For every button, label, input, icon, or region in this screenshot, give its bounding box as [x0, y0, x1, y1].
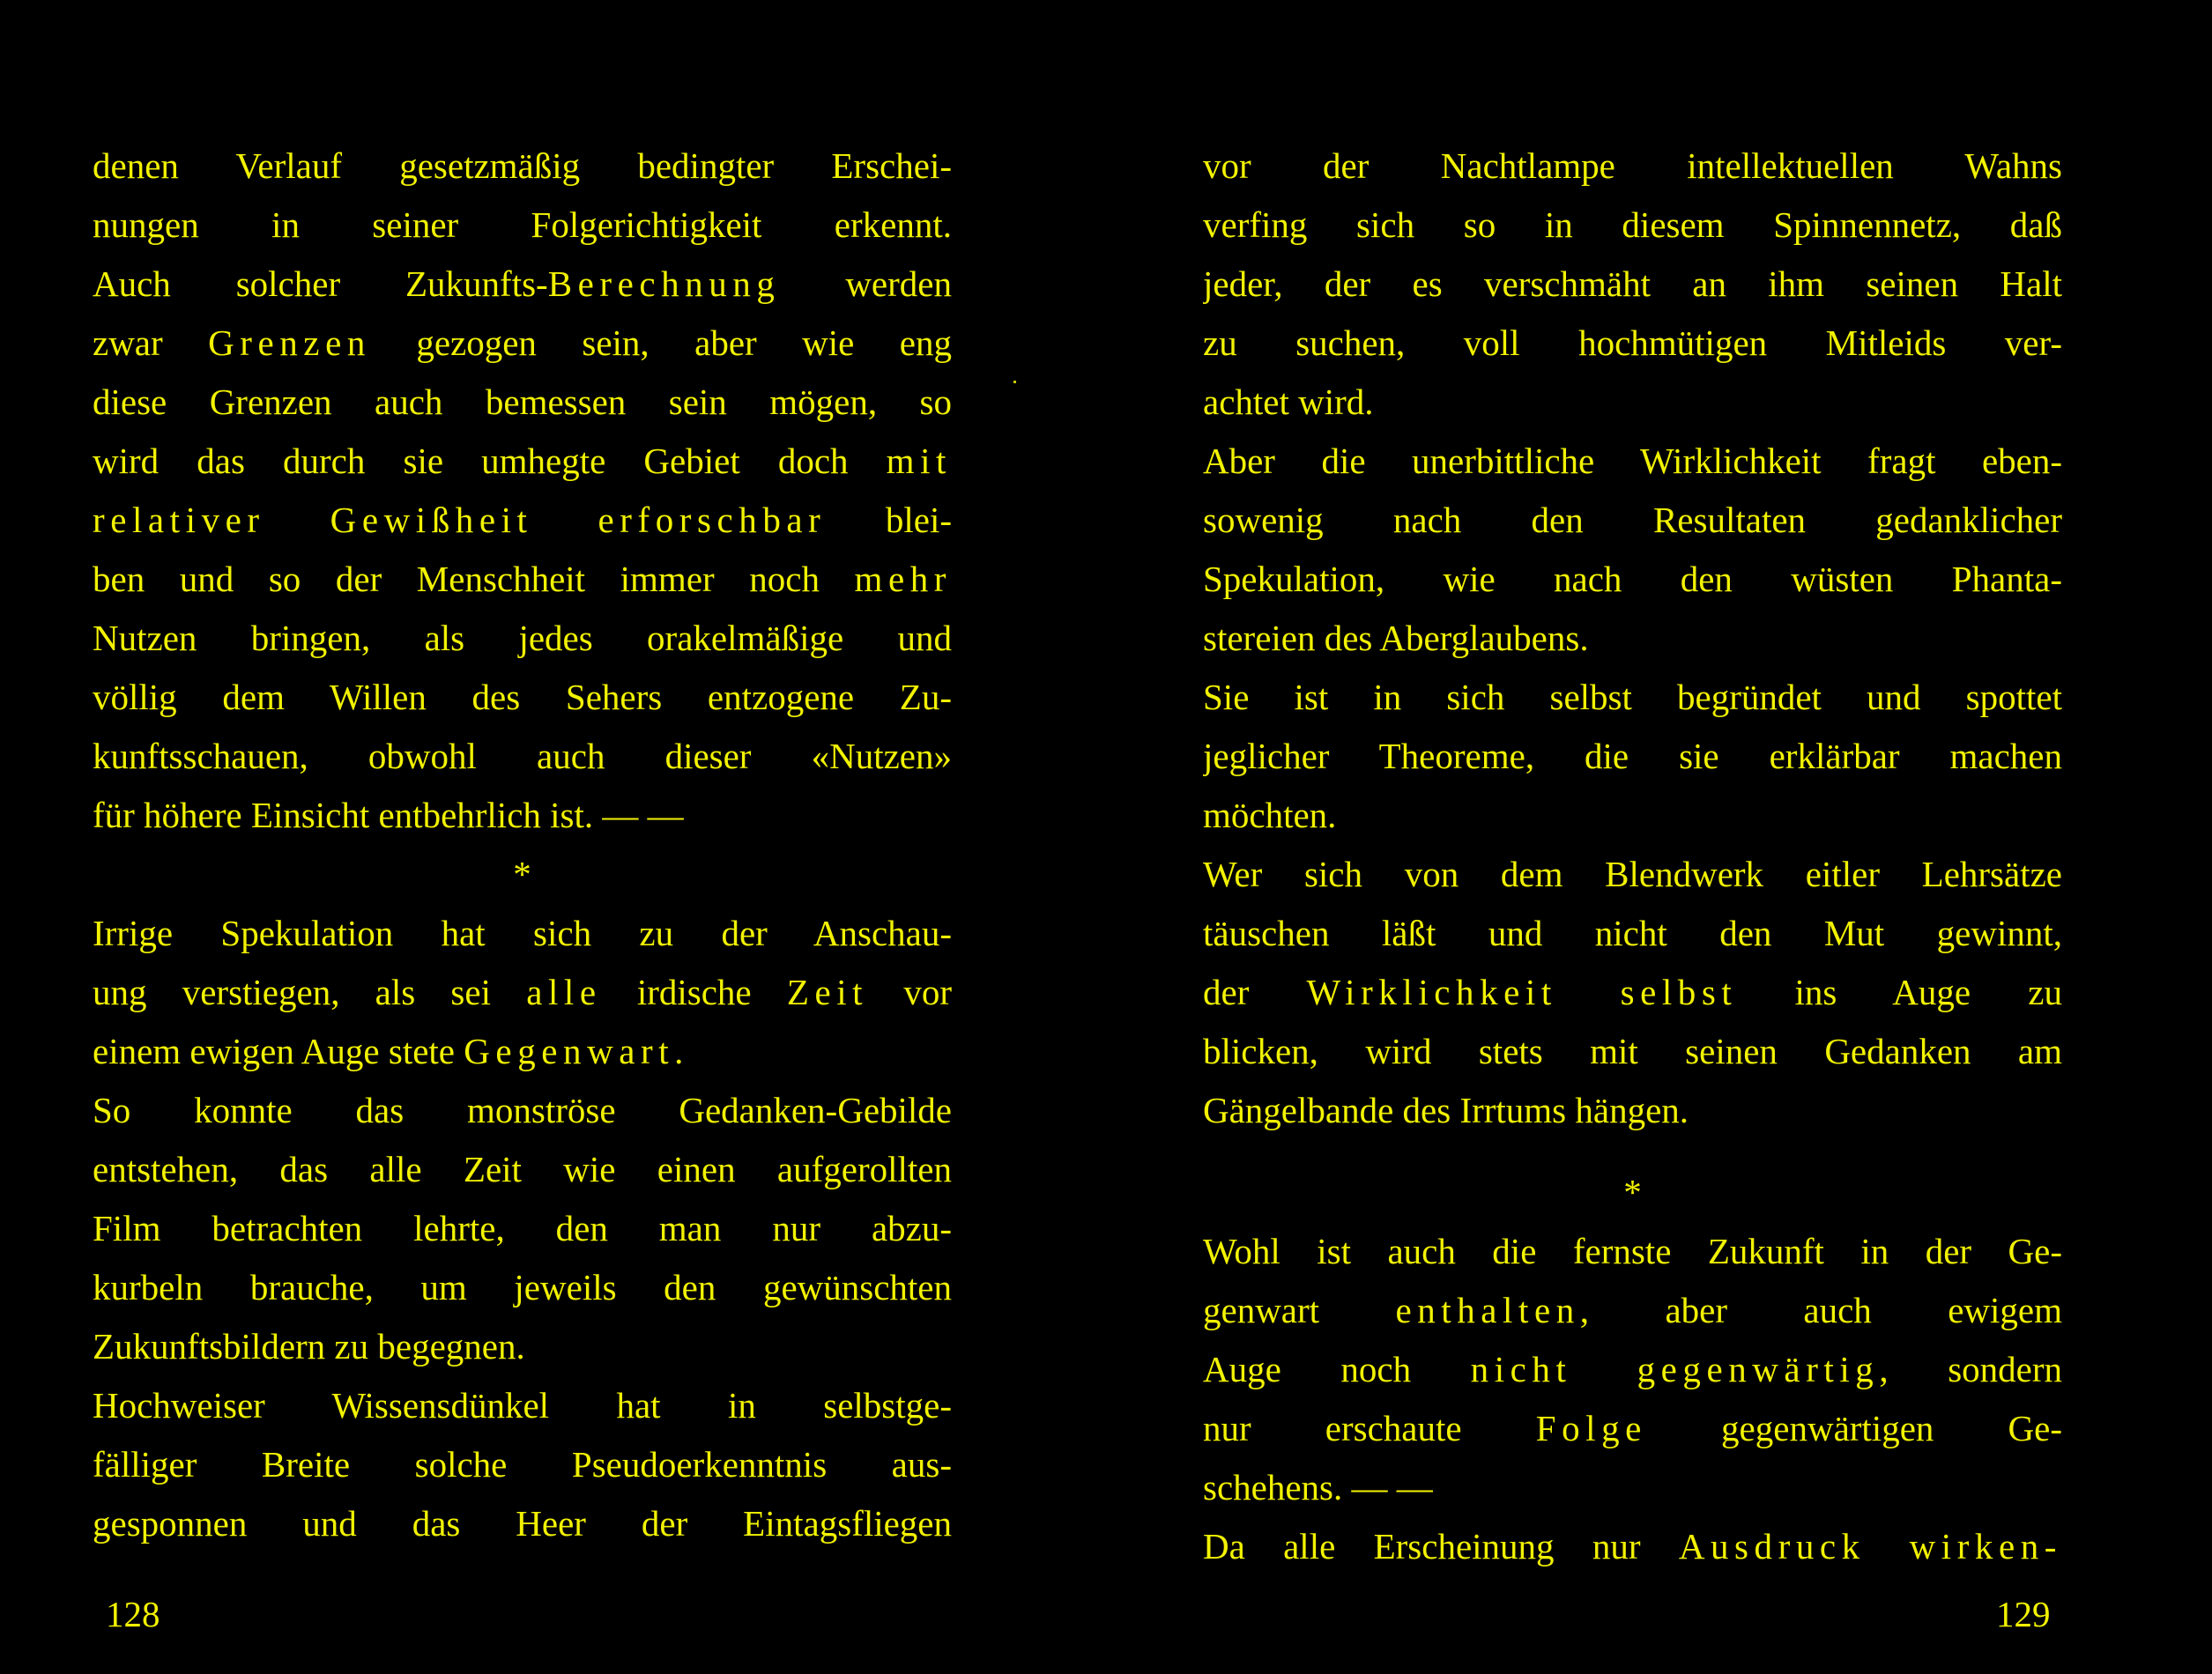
- text-line: Nutzen bringen, als jedes orakelmäßige und: [93, 618, 952, 658]
- text-line: ben und so der Menschheit immer noch mehr: [93, 559, 952, 599]
- text-line: stereien des Aberglaubens.: [1203, 618, 1589, 658]
- text-line: genwart enthalten, aber auch ewigem: [1203, 1290, 2062, 1330]
- text-line: diese Grenzen auch bemessen sein mögen, so: [93, 381, 952, 422]
- spaced-emphasis: alle: [526, 972, 602, 1012]
- text-line: zwar Grenzen gezogen sein, aber wie eng: [93, 322, 952, 363]
- spaced-emphasis: nicht gegenwärtig: [1470, 1349, 1880, 1389]
- section-divider-asterisk: *: [513, 854, 531, 894]
- text-line: Da alle Erscheinung nur Ausdruck wirken-: [1203, 1526, 2062, 1567]
- text-line: vor der Nachtlampe intellektuellen Wahns: [1203, 145, 2062, 186]
- text-line: verfing sich so in diesem Spinnennetz, daß: [1203, 204, 2062, 245]
- spaced-emphasis: Zeit: [786, 972, 869, 1012]
- page-number-right: 129: [1996, 1594, 2051, 1634]
- text-line: Wer sich von dem Blendwerk eitler Lehrsätze: [1203, 854, 2062, 894]
- spaced-emphasis: Wirklichkeit selbst: [1306, 972, 1738, 1012]
- text-line: kunftsschauen, obwohl auch dieser «Nutzen»: [93, 736, 952, 776]
- text-line: nur erschaute Folge gegenwärtigen Ge-: [1203, 1408, 2062, 1448]
- spaced-emphasis: enthalten: [1395, 1290, 1580, 1330]
- text-line: denen Verlauf gesetzmäßig bedingter Erschei-: [93, 145, 952, 186]
- spaced-emphasis: Berechnung: [547, 263, 781, 304]
- spaced-emphasis: Folge: [1535, 1408, 1647, 1448]
- text-line: Wohl ist auch die fernste Zukunft in der Ge-: [1203, 1231, 2062, 1271]
- text-line: völlig dem Willen des Sehers entzogene Zu-: [93, 677, 952, 717]
- text-line: Gängelbande des Irrtums hängen.: [1203, 1090, 1689, 1130]
- text-line: fälliger Breite solche Pseudoerkenntnis aus-: [93, 1444, 952, 1485]
- text-line: möchten.: [1203, 795, 1337, 835]
- section-divider-asterisk: *: [1623, 1172, 1642, 1212]
- paragraph-gap: [1203, 1140, 2062, 1163]
- spaced-emphasis: Grenzen: [208, 322, 371, 363]
- text-line: jeglicher Theoreme, die sie erklärbar machen: [1203, 736, 2062, 776]
- text-line: Spekulation, wie nach den wüsten Phanta-: [1203, 559, 2062, 599]
- text-line: Auch solcher Zukunfts-Berechnung werden: [93, 263, 952, 304]
- text-line: kurbeln brauche, um jeweils den gewünschten: [93, 1267, 952, 1307]
- text-line: wird das durch sie umhegte Gebiet doch mit: [93, 441, 952, 481]
- text-line: einem ewigen Auge stete Gegenwart.: [93, 1031, 689, 1071]
- text-line: relativer Gewißheit erforschbar blei-: [93, 500, 952, 540]
- spaced-emphasis: mit: [886, 441, 952, 481]
- text-line: Auge noch nicht gegenwärtig, sondern: [1203, 1349, 2062, 1389]
- text-line: der Wirklichkeit selbst ins Auge zu: [1203, 972, 2062, 1012]
- text-line: schehens. — —: [1203, 1467, 1433, 1507]
- text-line: Aber die unerbittliche Wirklichkeit fragt eben-: [1203, 441, 2062, 481]
- spaced-emphasis: Ausdruck wirken-: [1678, 1526, 2062, 1567]
- text-line: Zukunftsbildern zu begegnen.: [93, 1326, 525, 1367]
- text-line: Sie ist in sich selbst begründet und spottet: [1203, 677, 2062, 717]
- text-line: gesponnen und das Heer der Eintagsfliegen: [93, 1503, 952, 1544]
- text-line: achtet wird.: [1203, 381, 1374, 422]
- spaced-emphasis: mehr: [854, 559, 952, 599]
- text-line: entstehen, das alle Zeit wie einen aufgerollten: [93, 1149, 952, 1189]
- text-line: So konnte das monströse Gedanken-Gebilde: [93, 1090, 952, 1130]
- page-number-left: 128: [106, 1594, 160, 1634]
- text-line: für höhere Einsicht entbehrlich ist. — —: [93, 795, 684, 835]
- left-page: [93, 137, 952, 1553]
- text-line: jeder, der es verschmäht an ihm seinen Halt: [1203, 263, 2062, 304]
- text-line: nungen in seiner Folgerichtigkeit erkennt.: [93, 204, 952, 245]
- text-line: Irrige Spekulation hat sich zu der Anschau-: [93, 913, 952, 953]
- text-line: ung verstiegen, als sei alle irdische Zeit vor: [93, 972, 952, 1012]
- spaced-emphasis: Gegenwart.: [464, 1031, 689, 1071]
- right-page: [1203, 137, 2062, 1576]
- scan-speck: [1013, 381, 1016, 383]
- text-line: blicken, wird stets mit seinen Gedanken am: [1203, 1031, 2062, 1071]
- text-line: sowenig nach den Resultaten gedanklicher: [1203, 500, 2062, 540]
- text-line: zu suchen, voll hochmütigen Mitleids ver-: [1203, 322, 2062, 363]
- text-line: Hochweiser Wissensdünkel hat in selbstge-: [93, 1385, 952, 1426]
- spaced-emphasis: relativer Gewißheit erforschbar: [93, 500, 827, 540]
- text-line: Film betrachten lehrte, den man nur abzu-: [93, 1208, 952, 1248]
- text-line: täuschen läßt und nicht den Mut gewinnt,: [1203, 913, 2062, 953]
